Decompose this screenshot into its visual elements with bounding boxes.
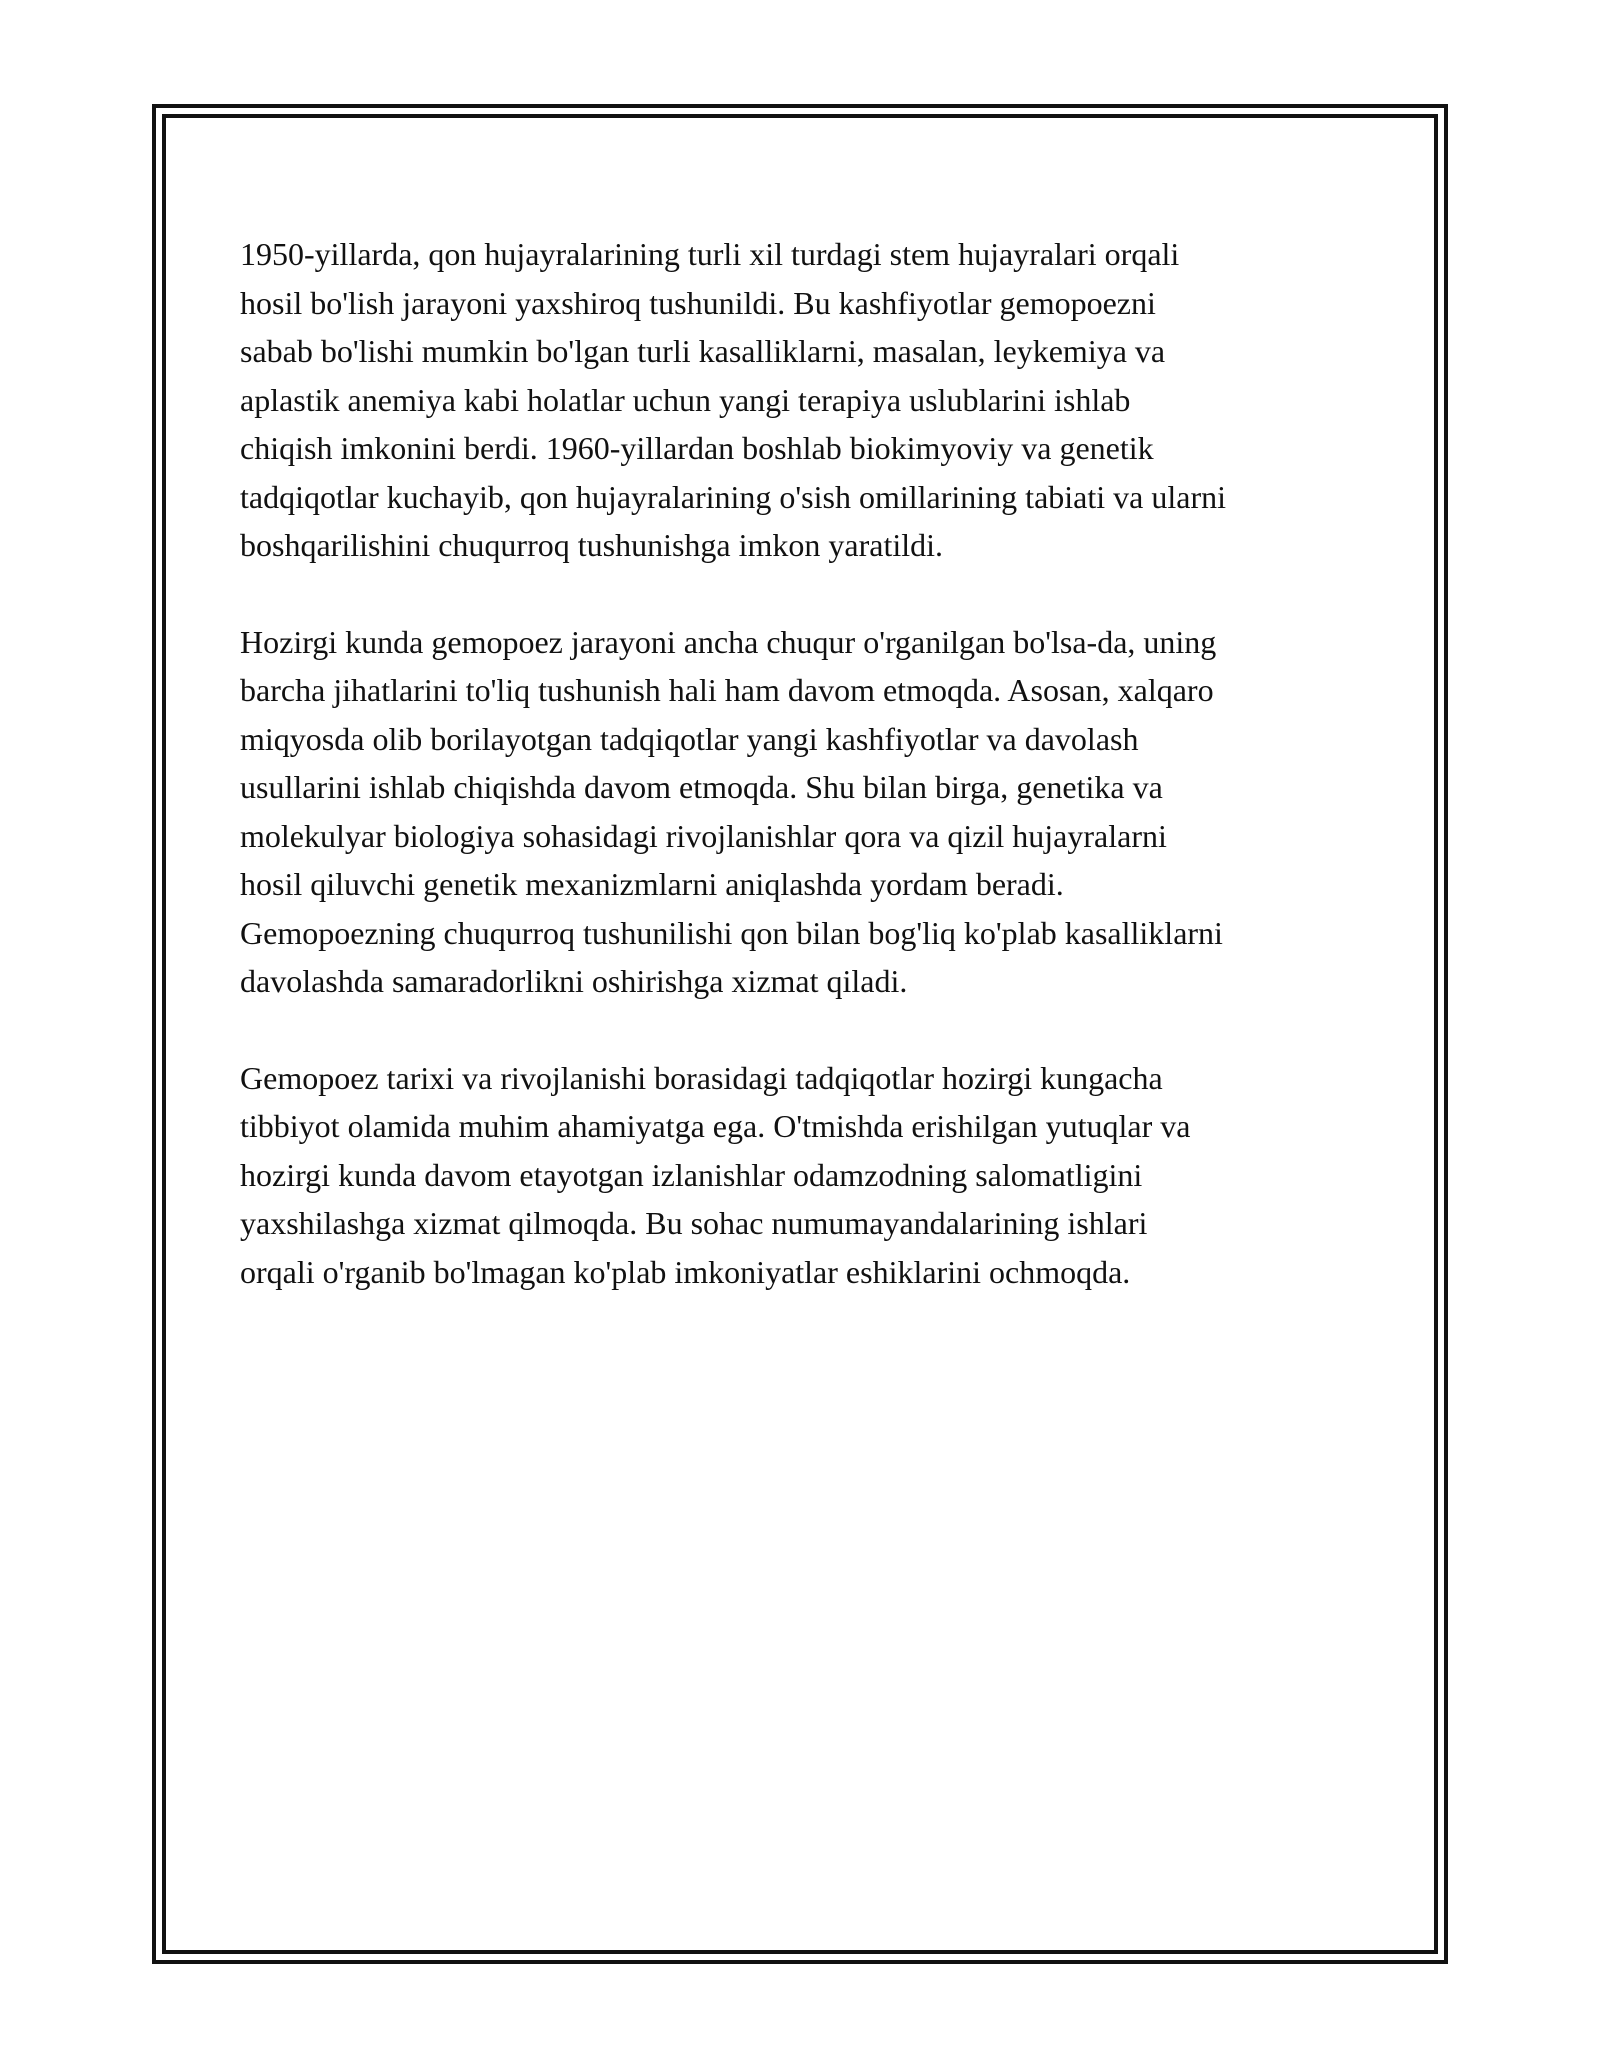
paragraph-3: [240, 1054, 1380, 1297]
paragraph-line: hozirgi kunda davom etayotgan izlanishlar odamzodning salomatligini: [240, 1156, 1143, 1193]
paragraph-line: usullarini ishlab chiqishda davom etmoqda. Shu bilan birga, genetika va: [240, 769, 1163, 805]
paragraph-line: barcha jihatlarini to'liq tushunish hali ham davom etmoqda. Asosan, xalqaro: [240, 672, 1214, 708]
paragraph-line: miqyosda olib borilayotgan tadqiqotlar yangi kashfiyotlar va davolash: [240, 720, 1139, 757]
paragraph-1: [240, 230, 1380, 570]
paragraph-line: orqali o'rganib bo'lmagan ko'plab imkoniyatlar eshiklarini ochmoqda.: [240, 1253, 1131, 1290]
paragraph-line: hosil bo'lish jarayoni yaxshiroq tushunildi. Bu kashfiyotlar gemopoezni: [240, 284, 1156, 321]
paragraph-line: molekulyar biologiya sohasidagi rivojlanishlar qora va qizil hujayralarni: [240, 817, 1167, 854]
paragraph-line: davolashda samaradorlikni oshirishga xizmat qiladi.: [240, 963, 908, 999]
paragraph-line: Gemopoez tarixi va rivojlanishi borasidagi tadqiqotlar hozirgi kungacha: [240, 1059, 1163, 1096]
page-border-outer: [152, 104, 1448, 1964]
paragraph-line: tibbiyot olamida muhim ahamiyatga ega. O'tmishda erishilgan yutuqlar va: [240, 1108, 1191, 1144]
paragraph-line: sabab bo'lishi mumkin bo'lgan turli kasalliklarni, masalan, leykemiya va: [240, 333, 1166, 369]
paragraph-line: hosil qiluvchi genetik mexanizmlarni aniqlashda yordam beradi.: [240, 866, 1064, 902]
paragraph-line: boshqarilishini chuqurroq tushunishga imkon yaratildi.: [240, 527, 944, 563]
document-body: [240, 230, 1380, 1344]
paragraph-line: Hozirgi kunda gemopoez jarayoni ancha chuqur o'rganilgan bo'lsa-da, uning: [240, 623, 1217, 660]
paragraph-2: [240, 618, 1380, 1006]
paragraph-line: 1950-yillarda, qon hujayralarining turli xil turdagi stem hujayralari orqali: [240, 236, 1180, 272]
paragraph-line: yaxshilashga xizmat qilmoqda. Bu sohac numumayandalarining ishlari: [240, 1205, 1148, 1241]
paragraph-line: chiqish imkonini berdi. 1960-yillardan boshlab biokimyoviy va genetik: [240, 430, 1154, 466]
paragraph-line: Gemopoezning chuqurroq tushunilishi qon bilan bog'liq ko'plab kasalliklarni: [240, 914, 1223, 951]
paragraph-line: aplastik anemiya kabi holatlar uchun yangi terapiya uslublarini ishlab: [240, 381, 1131, 418]
paragraph-line: tadqiqotlar kuchayib, qon hujayralarining o'sish omillarining tabiati va ularni: [240, 478, 1226, 515]
